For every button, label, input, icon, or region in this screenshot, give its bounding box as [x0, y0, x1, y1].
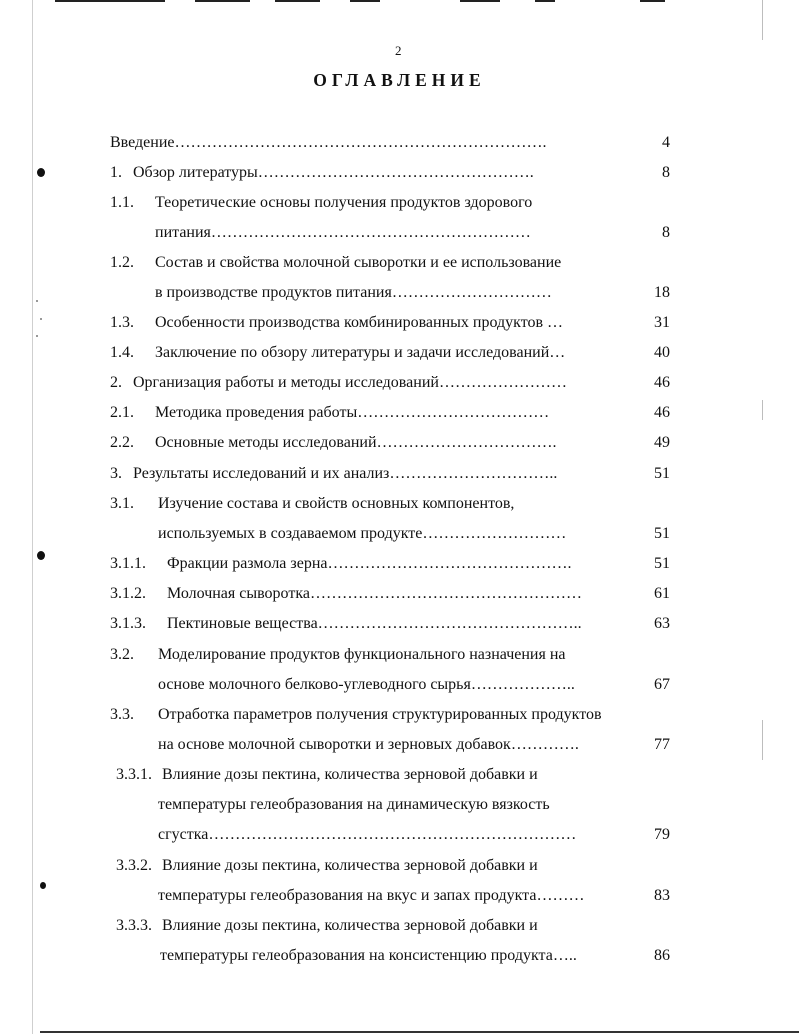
- punch-hole-mark: [37, 551, 45, 560]
- toc-entry-number: 1.3.: [110, 314, 134, 331]
- scan-edge-right: [762, 0, 763, 40]
- toc-entry-page: 18: [654, 284, 670, 301]
- toc-entry-title: Методика проведения работы………………………………: [155, 404, 550, 421]
- toc-entry-page: 4: [662, 134, 670, 151]
- toc-entry-page: 46: [654, 374, 670, 391]
- toc-entry-number: 3.: [110, 465, 122, 482]
- toc-entry-title: Обзор литературы…………………………………………….: [133, 164, 534, 181]
- toc-entry-title: Результаты исследований и их анализ…………………………..: [133, 465, 558, 482]
- toc-entry-title: Организация работы и методы исследований……………………: [133, 374, 567, 391]
- toc-entry-title: Введение…………………………………………………………….: [110, 134, 547, 151]
- toc-entry-title: Молочная сыворотка……………………………………………: [167, 585, 582, 602]
- toc-entry-page: 79: [654, 826, 670, 843]
- toc-entry-title: Отработка параметров получения структурированных продуктов: [158, 706, 602, 723]
- toc-entry-number: 3.1.3.: [110, 615, 146, 632]
- toc-entry-page: 31: [654, 314, 670, 331]
- toc-entry-title: Влияние дозы пектина, количества зерновой добавки и: [162, 917, 538, 934]
- toc-entry-page: 51: [654, 555, 670, 572]
- toc-entry-number: 3.3.3.: [116, 917, 152, 934]
- punch-hole-mark: [40, 882, 46, 889]
- toc-entry-number: 3.3.1.: [116, 766, 152, 783]
- toc-entry-title: Моделирование продуктов функционального назначения на: [158, 646, 566, 663]
- toc-entry-title: Состав и свойства молочной сыворотки и ее использование: [155, 254, 562, 271]
- toc-entry-number: 3.1.2.: [110, 585, 146, 602]
- page-number: 2: [395, 43, 402, 58]
- toc-entry-number: 2.: [110, 374, 122, 391]
- toc-entry-title: Влияние дозы пектина, количества зерновой добавки и: [162, 857, 538, 874]
- toc-entry-page: 67: [654, 676, 670, 693]
- toc-entry-number: 2.2.: [110, 434, 134, 451]
- toc-entry-title: Основные методы исследований…………………………….: [155, 434, 557, 451]
- toc-entry-title: Пектиновые вещества…………………………………………..: [167, 615, 582, 632]
- toc-entry-title: сгустка……………………………………………………………: [158, 826, 577, 843]
- toc-entry-title: на основе молочной сыворотки и зерновых добавок………….: [158, 736, 579, 753]
- toc-entry-page: 8: [662, 164, 670, 181]
- toc-entry-page: 46: [654, 404, 670, 421]
- page-title: ОГЛАВЛЕНИЕ: [313, 70, 486, 90]
- toc-entry-page: 86: [654, 947, 670, 964]
- toc-entry-number: 1.2.: [110, 254, 134, 271]
- toc-entry-page: 83: [654, 887, 670, 904]
- toc-entry-number: 2.1.: [110, 404, 134, 421]
- scan-edge-bottom: [40, 1031, 799, 1033]
- toc-entry-number: 1.4.: [110, 344, 134, 361]
- punch-hole-mark: [37, 168, 45, 177]
- toc-entry-title: температуры гелеобразования на вкус и запах продукта………: [158, 887, 585, 904]
- toc-entry-page: 61: [654, 585, 670, 602]
- toc-entry-title: Особенности производства комбинированных продуктов …: [155, 314, 564, 331]
- toc-entry-title: в производстве продуктов питания…………………………: [155, 284, 552, 301]
- toc-entry-number: 3.3.2.: [116, 857, 152, 874]
- toc-entry-number: 3.1.1.: [110, 555, 146, 572]
- toc-entry-page: 49: [654, 434, 670, 451]
- toc-entry-title: Заключение по обзору литературы и задачи исследований…: [155, 344, 566, 361]
- toc-entry-page: 51: [654, 525, 670, 542]
- toc-entry-number: 3.1.: [110, 495, 134, 512]
- toc-entry-number: 1.: [110, 164, 122, 181]
- toc-entry-page: 40: [654, 344, 670, 361]
- toc-entry-title: температуры гелеобразования на консистенцию продукта…..: [160, 947, 577, 964]
- toc-entry-title: Теоретические основы получения продуктов здорового: [155, 194, 533, 211]
- toc-entry-title: питания……………………………………………………: [155, 224, 531, 241]
- toc-entry-number: 1.1.: [110, 194, 134, 211]
- toc-entry-title: температуры гелеобразования на динамическую вязкость: [158, 796, 550, 813]
- toc-entry-title: Изучение состава и свойств основных компонентов,: [158, 495, 515, 512]
- scan-edge-top: [30, 0, 769, 3]
- toc-entry-title: Фракции размола зерна……………………………………….: [167, 555, 572, 572]
- toc-entry-number: 3.2.: [110, 646, 134, 663]
- toc-entry-title: Влияние дозы пектина, количества зерновой добавки и: [162, 766, 538, 783]
- toc-entry-number: 3.3.: [110, 706, 134, 723]
- toc-entry-page: 51: [654, 465, 670, 482]
- toc-entry-title: основе молочного белково-углеводного сырья………………..: [158, 676, 575, 693]
- toc-entry-page: 8: [662, 224, 670, 241]
- toc-entry-page: 77: [654, 736, 670, 753]
- toc-entry-title: используемых в создаваемом продукте………………………: [158, 525, 567, 542]
- scan-edge-left: [32, 0, 33, 1034]
- toc-entry-page: 63: [654, 615, 670, 632]
